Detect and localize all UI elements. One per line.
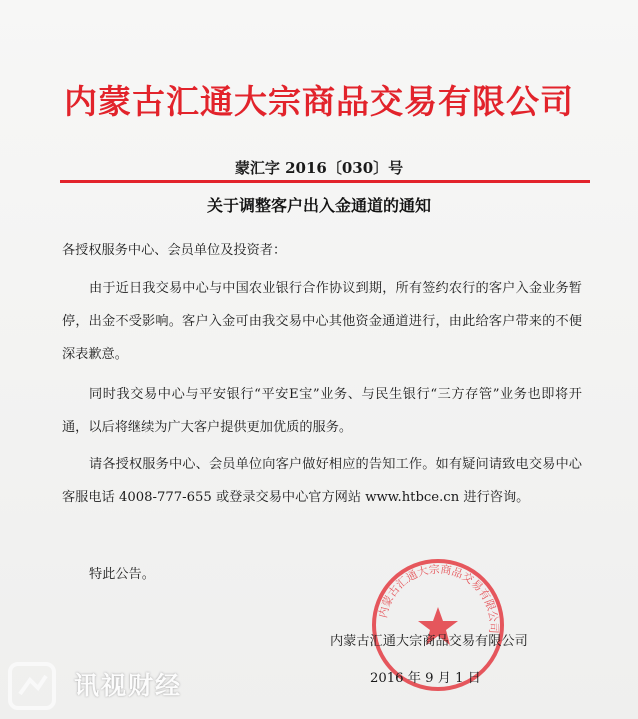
salutation-text: 各授权服务中心、会员单位及投资者：: [62, 243, 287, 258]
watermark-text: 讯视财经: [74, 671, 183, 700]
svg-text:内蒙古汇通大宗商品交易有限公司: 内蒙古汇通大宗商品交易有限公司: [376, 562, 501, 634]
signature-date: 2016 年 9 月 1 日: [370, 671, 481, 686]
signature-company: 内蒙古汇通大宗商品交易有限公司: [330, 634, 528, 649]
notice-title: 关于调整客户出入金通道的通知: [206, 196, 431, 215]
paragraph-1: [62, 272, 582, 371]
closing-text: 特此公告。: [89, 567, 155, 582]
paragraph-2: [62, 378, 582, 444]
letterhead-title: 内蒙古汇通大宗商品交易有限公司: [64, 82, 574, 121]
red-divider-line: [60, 180, 590, 183]
paragraph-text: 由于近日我交易中心与中国农业银行合作协议到期，所有签约农行的客户入金业务暂停，出金不受影响。客户入金可由我交易中心其他资金通道进行，由此给客户带来的不便深表歉意。: [62, 281, 582, 362]
salutation: [62, 234, 582, 267]
paragraph-3: [62, 448, 582, 514]
paragraph-text: 请各授权服务中心、会员单位向客户做好相应的告知工作。如有疑问请致电交易中心客服电话 4008-777-655 或登录交易中心官方网站 www.htbce.cn 进行咨询。: [62, 457, 582, 505]
document-number: 蒙汇字 2016〔030〕号: [234, 159, 404, 177]
paragraph-text: 同时我交易中心与平安银行“平安E宝”业务、与民生银行“三方存管”业务也即将开通，以后将继续为广大客户提供更加优质的服务。: [62, 387, 582, 435]
